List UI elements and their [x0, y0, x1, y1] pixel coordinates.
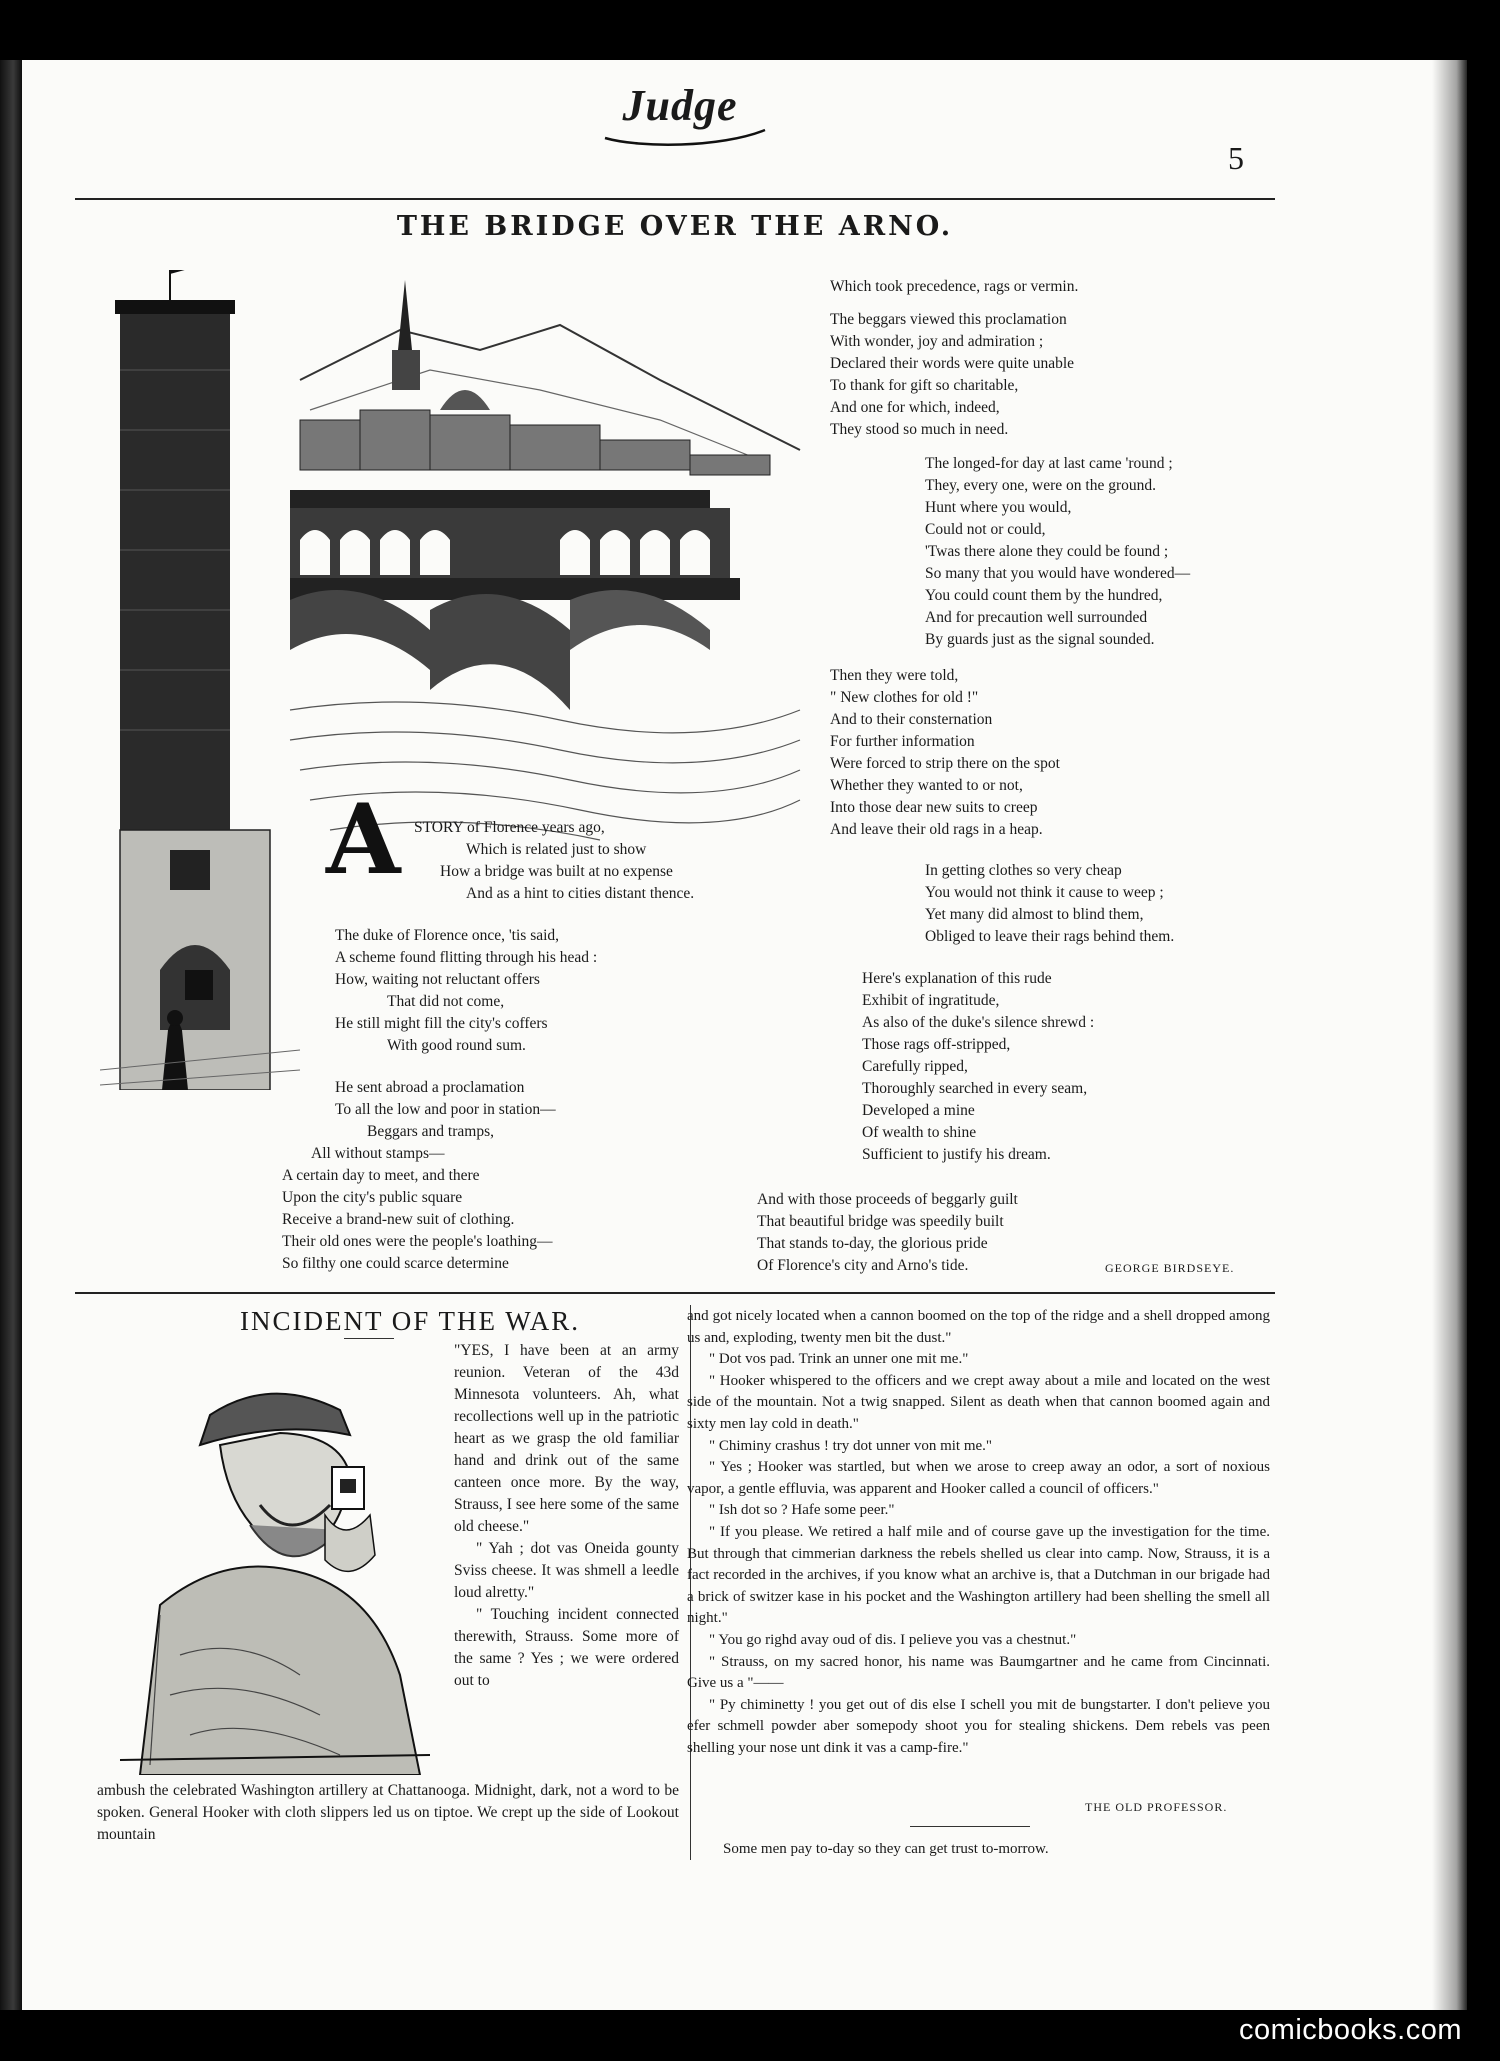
poem-line: Into those dear new suits to creep [830, 799, 1038, 816]
masthead-flourish-icon [600, 118, 770, 148]
header-rule [75, 198, 1275, 200]
poem-stanza-6 [830, 665, 1060, 841]
article-narrow-column [454, 1340, 679, 1692]
poem-line: That stands to-day, the glorious pride [757, 1235, 988, 1252]
poem-line: Hunt where you would, [925, 499, 1072, 516]
poem-line: For further information [830, 733, 975, 750]
article-paragraph: " You go righd avay oud of dis. I pelieve you vas a chestnut." [709, 1631, 1077, 1648]
poem-line: A certain day to meet, and there [282, 1167, 480, 1184]
poem-line: Beggars and tramps, [367, 1123, 494, 1140]
masthead-logo: Judge [622, 81, 738, 130]
poem-line: He still might fill the city's coffers [335, 1015, 548, 1032]
filler-line: Some men pay to-day so they can get trust to-morrow. [723, 1841, 1049, 1857]
article-paragraph: " If you please. We retired a half mile and of course gave up the investigation for the time. But through that cimmerian darkness the rebels shelled us clear into camp. Now, Strauss, it is a fact recorded in the archives, if you know what an archive is, that a Dutchman in our brigade had a brick of switzer kase in his pocket and the Washington artillery had been shelling the smell all night." [687, 1523, 1270, 1627]
poem-line: And to their consternation [830, 711, 993, 728]
article-paragraph: " Yah ; dot vas Oneida gounty Sviss cheese. It was shmell a leedle loud alretty." [454, 1540, 679, 1601]
article-paragraph: " Ish dot so ? Hafe some peer." [709, 1502, 895, 1519]
poem-line: The beggars viewed this proclamation [830, 311, 1067, 328]
poem-line: And with those proceeds of beggarly guilt [757, 1191, 1018, 1208]
poem-line: Were forced to strip there on the spot [830, 755, 1060, 772]
poem-line: By guards just as the signal sounded. [925, 631, 1155, 648]
poem-line: Could not or could, [925, 521, 1046, 538]
poem-line: You would not think it cause to weep ; [925, 884, 1164, 901]
poem-line: Yet many did almost to blind them, [925, 906, 1144, 923]
article-paragraph: " Yes ; Hooker was startled, but when we arose to creep away an odor, a sort of noxious vapor, a gentle effluvia, was apparent and Hooker called a council of officers." [687, 1459, 1270, 1497]
poem-line: A scheme found flitting through his head : [335, 949, 598, 966]
poem-line: To thank for gift so charitable, [830, 377, 1019, 394]
section-divider [75, 1292, 1275, 1294]
poem-stanza-8 [862, 968, 1094, 1166]
poem-line: Obliged to leave their rags behind them. [925, 928, 1175, 945]
veteran-with-glass-illustration [100, 1355, 450, 1775]
poem-line: All without stamps— [311, 1145, 445, 1162]
article-paragraph: " Dot vos pad. Trink an unner one mit me." [709, 1351, 969, 1368]
poem-line: Carefully ripped, [862, 1058, 968, 1075]
poem-stanza-4 [830, 309, 1074, 441]
poem-line: And leave their old rags in a heap. [830, 821, 1043, 838]
article-paragraph: " Touching incident connected therewith, Strauss. Some more of the same ? Yes ; we were ordered out to [454, 1606, 679, 1689]
drop-cap: A [326, 783, 401, 896]
poem-line: Which is related just to show [466, 841, 647, 858]
poem-line: Upon the city's public square [282, 1189, 463, 1206]
article-bottom-left [97, 1780, 679, 1846]
poem-line: In getting clothes so very cheap [925, 862, 1122, 879]
poem-stanza-1 [414, 817, 694, 905]
article-paragraph: " Py chiminetty ! you get out of dis else I schell you mit de bungstarter. I don't pelieve you efer schmell powder aber somepody shoot you for stealing shickens. Dem rebels vas peen shelling your nose unt dink it vas a camp-fire." [687, 1696, 1270, 1756]
poem-line: 'Twas there alone they could be found ; [925, 543, 1169, 560]
article-paragraph: " Hooker whispered to the officers and we crept away about a mile and located on the west side of the mountain. Not a twig snapped. Silent as death when that cannon boomed again and sixty men lay cold in death." [687, 1372, 1270, 1432]
poem-stanza-5 [925, 453, 1190, 651]
poem-line: They, every one, were on the ground. [925, 477, 1156, 494]
poem-line: Of wealth to shine [862, 1124, 977, 1141]
poem-line: So many that you would have wondered— [925, 565, 1191, 582]
poem-line: How a bridge was built at no expense [440, 863, 673, 880]
page-edge-shadow [1432, 60, 1467, 2010]
filler-rule [910, 1826, 1030, 1827]
poem-line: They stood so much in need. [830, 421, 1009, 438]
poem-line: Those rags off-stripped, [862, 1036, 1011, 1053]
poem-line: Then they were told, [830, 667, 959, 684]
title-underline [344, 1338, 394, 1339]
binding-spine [0, 60, 22, 2010]
poem-line: So filthy one could scarce determine [282, 1255, 509, 1272]
article-paragraph: " Strauss, on my sacred honor, his name was Baumgartner and he came from Cincinnati. Give us a "—— [687, 1653, 1270, 1692]
poem-stanza-2 [335, 925, 597, 1057]
article-right-column [687, 1306, 1270, 1759]
poem-line: Which took precedence, rags or vermin. [830, 278, 1079, 295]
article-author: THE OLD PROFESSOR. [1085, 1800, 1228, 1814]
poem-line: STORY of Florence years ago, [414, 819, 605, 836]
poem-line: And one for which, indeed, [830, 399, 1000, 416]
article-paragraph: " Chiminy crashus ! try dot unner von mit me." [709, 1437, 993, 1454]
poem-line: Whether they wanted to or not, [830, 777, 1023, 794]
article-paragraph: ambush the celebrated Washington artillery at Chattanooga. Midnight, dark, not a word to be spoken. General Hooker with cloth slippers led us on tiptoe. We crept up the side of Lookout mountain [97, 1782, 679, 1843]
page-number: 5 [1228, 140, 1244, 176]
article-paragraph: "YES, I have been at an army reunion. Veteran of the 43d Minnesota volunteers. Ah, what recollections well up in the patriotic heart as we grasp the old familiar hand and drink out of the same canteen once more. By the way, Strauss, I see here some of the same old cheese." [454, 1342, 679, 1535]
poem-line: And as a hint to cities distant thence. [466, 885, 695, 902]
poem-line: " New clothes for old !" [830, 689, 979, 706]
poem-line: Thoroughly searched in every seam, [862, 1080, 1088, 1097]
poem-author: GEORGE BIRDSEYE. [1105, 1261, 1235, 1275]
poem-line: Sufficient to justify his dream. [862, 1146, 1051, 1163]
poem-line: With wonder, joy and admiration ; [830, 333, 1044, 350]
poem-right-top [830, 276, 1078, 298]
poem-line: You could count them by the hundred, [925, 587, 1163, 604]
poem-line: With good round sum. [387, 1037, 526, 1054]
poem-line: Of Florence's city and Arno's tide. [757, 1257, 969, 1274]
poem-stanza-3 [282, 1077, 556, 1275]
poem-line: Declared their words were quite unable [830, 355, 1075, 372]
poem-line: Receive a brand-new suit of clothing. [282, 1211, 515, 1228]
poem-line: The longed-for day at last came 'round ; [925, 455, 1173, 472]
poem-line: Their old ones were the people's loathing— [282, 1233, 553, 1250]
poem-line: As also of the duke's silence shrewd : [862, 1014, 1095, 1031]
poem-line: To all the low and poor in station— [335, 1101, 556, 1118]
poem-title: THE BRIDGE OVER THE ARNO. [396, 211, 954, 242]
article-paragraph: and got nicely located when a cannon boomed on the top of the ridge and a shell dropped among us and, exploding, twenty men bit the dust." [687, 1308, 1270, 1346]
poem-stanza-7 [925, 860, 1174, 948]
poem-line: That did not come, [387, 993, 505, 1010]
poem-final-stanza [757, 1189, 1018, 1277]
poem-line: The duke of Florence once, 'tis said, [335, 927, 560, 944]
poem-line: He sent abroad a proclamation [335, 1079, 525, 1096]
site-watermark: comicbooks.com [1239, 2014, 1462, 2046]
poem-line: Here's explanation of this rude [862, 970, 1052, 987]
poem-line: Exhibit of ingratitude, [862, 992, 1000, 1009]
poem-line: That beautiful bridge was speedily built [757, 1213, 1004, 1230]
poem-line: Developed a mine [862, 1102, 975, 1119]
poem-line: And for precaution well surrounded [925, 609, 1148, 626]
article-title: INCIDENT OF THE WAR. [240, 1306, 581, 1336]
poem-line: How, waiting not reluctant offers [335, 971, 540, 988]
